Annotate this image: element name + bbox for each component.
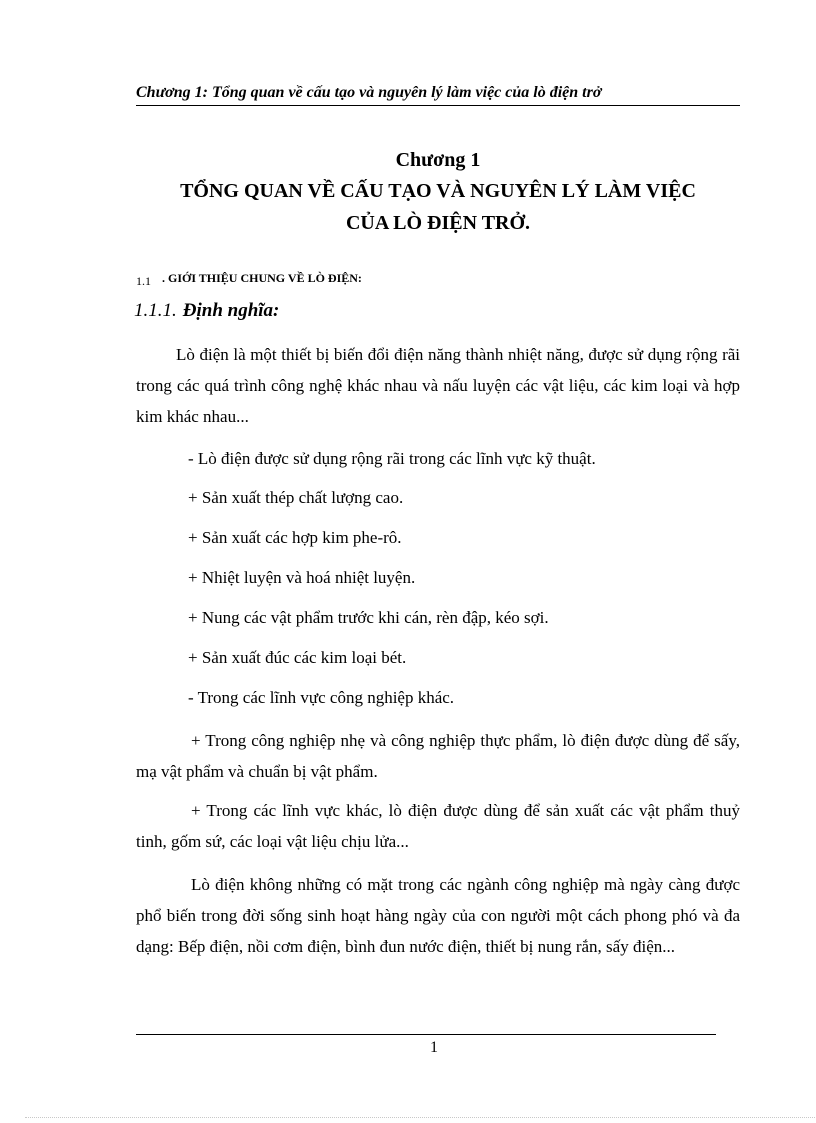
- list-item: + Nung các vật phẩm trước khi cán, rèn đập, kéo sợi.: [188, 608, 549, 627]
- subsection-heading: [134, 300, 279, 322]
- list-item: + Sản xuất đúc các kim loại bét.: [188, 648, 407, 667]
- closing-paragraph: Lò điện không những có mặt trong các ngành công nghiệp mà ngày càng được phổ biến trong đời sống sinh hoạt hàng ngày của con người một cách phong phó và đa dạng: Bếp điện, nồi cơm điện, bình đun nước điện, thiết bị nung rắn, sấy điện...: [136, 875, 740, 956]
- list-item: + Trong các lĩnh vực khác, lò điện được dùng để sản xuất các vật phẩm thuỷ tinh, gốm sứ, các loại vật liệu chịu lửa...: [136, 801, 740, 851]
- list-item: + Sản xuất các hợp kim phe-rô.: [188, 528, 402, 547]
- chapter-title-line-2: CỦA LÒ ĐIỆN TRỞ.: [345, 212, 531, 234]
- page-number: 1: [430, 1039, 438, 1056]
- section-number: 1.1: [136, 274, 151, 288]
- section-title: . GIỚI THIỆU CHUNG VỀ LÒ ĐIỆN:: [162, 271, 362, 285]
- intro-paragraph: Lò điện là một thiết bị biến đổi điện năng thành nhiệt năng, được sử dụng rộng rãi trong các quá trình công nghệ khác nhau và nấu luyện các vật liệu, các kim loại và hợp kim khác nhau...: [136, 345, 740, 426]
- chapter-label: Chương 1: [395, 149, 481, 171]
- page-edge-divider: [25, 1117, 815, 1118]
- chapter-title-line-1: TỔNG QUAN VỀ CẤU TẠO VÀ NGUYÊN LÝ LÀM VIỆC: [180, 180, 696, 202]
- subsection-number: 1.1.1.: [134, 300, 177, 321]
- subsection-title: Định nghĩa:: [182, 300, 280, 321]
- list-item: + Trong công nghiệp nhẹ và công nghiệp thực phẩm, lò điện được dùng để sấy, mạ vật phẩm và chuẩn bị vật phẩm.: [136, 731, 740, 781]
- section-heading: [136, 271, 362, 289]
- list-item: + Sản xuất thép chất lượng cao.: [188, 488, 404, 507]
- list-item: + Nhiệt luyện và hoá nhiệt luyện.: [188, 568, 416, 587]
- footer-divider: [136, 1034, 716, 1035]
- list-item: - Trong các lĩnh vực công nghiệp khác.: [188, 688, 455, 707]
- list-item: - Lò điện được sử dụng rộng rãi trong các lĩnh vực kỹ thuật.: [188, 449, 596, 468]
- running-header: Chương 1: Tổng quan về cấu tạo và nguyên lý làm việc của lò điện trở: [136, 84, 740, 106]
